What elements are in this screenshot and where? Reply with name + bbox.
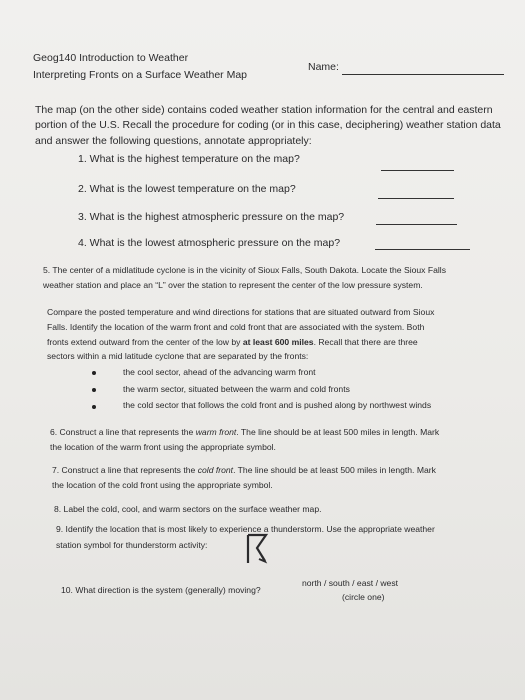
name-label: Name: bbox=[308, 61, 339, 73]
sector-item-cool: the cool sector, ahead of the advancing warm front bbox=[123, 367, 316, 377]
sector-item-warm: the warm sector, situated between the warm and cold fronts bbox=[123, 384, 350, 394]
question-8: 8. Label the cold, cool, and warm sectors on the surface weather map. bbox=[54, 504, 322, 514]
question-5-line-1: 5. The center of a midlatitude cyclone is in the vicinity of Sioux Falls, South Dakota. Locate the Sioux Falls bbox=[43, 265, 446, 275]
circle-one-note: (circle one) bbox=[342, 592, 385, 602]
thunderstorm-symbol-icon bbox=[244, 532, 270, 566]
compare-line-2: Falls. Identify the location of the warm front and cold front that are associated with the system. Both bbox=[47, 322, 425, 332]
bullet-icon bbox=[92, 405, 96, 409]
answer-blank-3[interactable] bbox=[376, 224, 457, 225]
question-3: 3. What is the highest atmospheric pressure on the map? bbox=[78, 211, 345, 223]
sector-item-cold: the cold sector that follows the cold front and is pushed along by northwest winds bbox=[123, 400, 432, 410]
question-7-line-1: 7. Construct a line that represents the cold front. The line should be at least 500 miles in length. Mark bbox=[52, 465, 436, 475]
intro-line-1: The map (on the other side) contains coded weather station information for the central and eastern bbox=[35, 104, 493, 116]
answer-blank-2[interactable] bbox=[378, 198, 454, 199]
question-7-line-2: the location of the cold front using the appropriate symbol. bbox=[52, 480, 273, 490]
compare-line-3: fronts extend outward from the center of the low by at least 600 miles. Recall that there are three bbox=[47, 337, 418, 347]
worksheet-title: Interpreting Fronts on a Surface Weather Map bbox=[33, 69, 247, 81]
question-4: 4. What is the lowest atmospheric pressure on the map? bbox=[78, 237, 341, 249]
question-9-line-2: station symbol for thunderstorm activity: bbox=[56, 540, 208, 550]
course-title: Geog140 Introduction to Weather bbox=[33, 52, 189, 64]
name-field[interactable] bbox=[342, 74, 504, 75]
bullet-icon bbox=[92, 371, 96, 375]
question-1: 1. What is the highest temperature on the map? bbox=[78, 153, 300, 165]
question-6-line-1: 6. Construct a line that represents the warm front. The line should be at least 500 miles in length. Mark bbox=[50, 427, 440, 437]
intro-line-3: and answer the following questions, annotate appropriately: bbox=[35, 135, 312, 147]
answer-blank-1[interactable] bbox=[381, 170, 454, 171]
question-6-line-2: the location of the warm front using the appropriate symbol. bbox=[50, 442, 276, 452]
intro-line-2: portion of the U.S. Recall the procedure for coding (or in this case, deciphering) weather station data bbox=[35, 119, 501, 131]
compare-line-1: Compare the posted temperature and wind directions for stations that are situated outward from Sioux bbox=[47, 307, 435, 317]
question-9-line-1: 9. Identify the location that is most likely to experience a thunderstorm. Use the appropriate weather bbox=[56, 524, 435, 534]
question-2: 2. What is the lowest temperature on the map? bbox=[78, 183, 296, 195]
question-5-line-2: weather station and place an “L” over the station to represent the center of the low pressure system. bbox=[43, 280, 423, 290]
question-10: 10. What direction is the system (generally) moving? bbox=[61, 585, 261, 595]
compare-line-4: sectors within a mid latitude cyclone that are separated by the fronts: bbox=[47, 351, 309, 361]
direction-options[interactable]: north / south / east / west bbox=[302, 578, 399, 588]
bullet-icon bbox=[92, 388, 96, 392]
answer-blank-4[interactable] bbox=[375, 249, 470, 250]
